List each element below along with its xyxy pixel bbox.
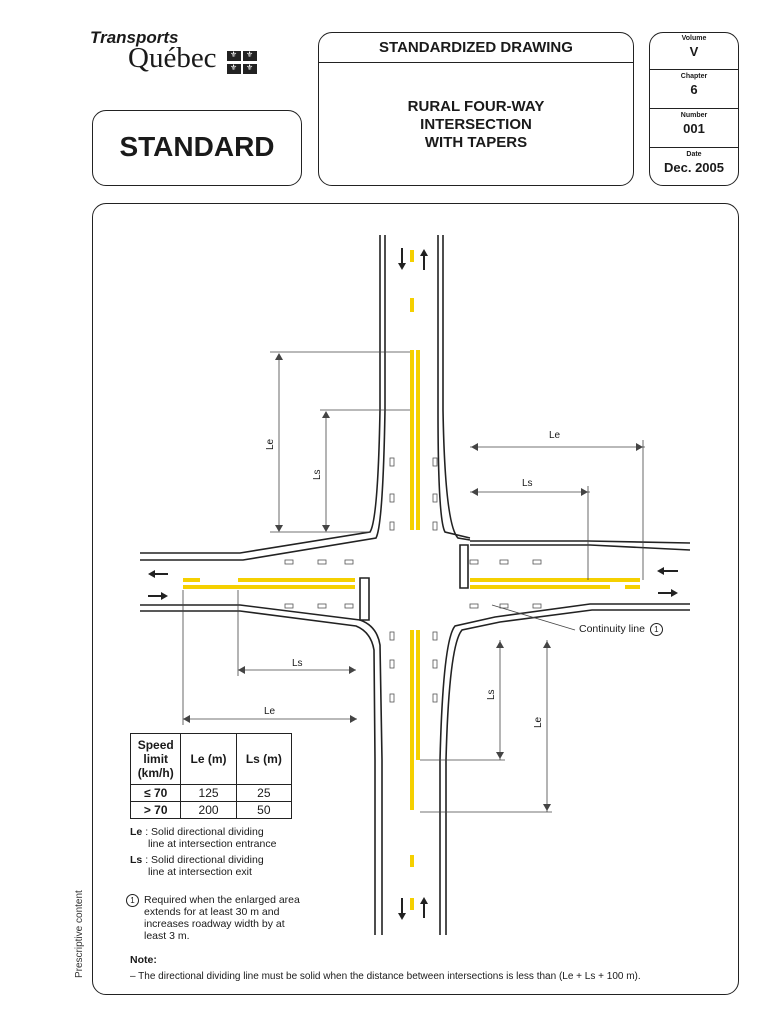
legend-ls: Ls : Solid directional dividing line at intersection exit	[130, 854, 264, 878]
legend-note1: 1 Required when the enlarged area extends for at least 30 m and increases roadway width by at least 3 m.	[126, 894, 300, 942]
callout-1-icon: 1	[650, 623, 663, 636]
dim-le-north: Le	[265, 438, 276, 450]
category-label: STANDARD	[119, 131, 275, 162]
table-row: ≤ 70 125 25	[131, 785, 292, 802]
number-label: Number	[680, 112, 708, 119]
side-label: Prescriptive content	[74, 890, 85, 978]
number-value: 001	[683, 121, 705, 136]
date-label: Date	[686, 151, 702, 158]
dim-ls-east: Ls	[522, 478, 533, 489]
dim-le-east: Le	[549, 430, 561, 441]
logo-line1: Transports	[90, 28, 179, 47]
logo-line2: Québec	[128, 42, 217, 74]
note-text: – The directional dividing line must be solid when the distance between intersections is less than (Le + Ls + 100 m).	[130, 971, 641, 982]
dim-le-west: Le	[264, 706, 276, 717]
th-speed: Speed limit (km/h)	[131, 734, 181, 785]
th-ls: Ls (m)	[236, 734, 291, 785]
drawing-type: STANDARDIZED DRAWING	[379, 39, 573, 56]
dim-ls-west: Ls	[292, 658, 303, 669]
th-le: Le (m)	[181, 734, 236, 785]
continuity-line-label: Continuity line 1	[579, 623, 663, 636]
dim-le-south: Le	[533, 716, 544, 728]
drawing-title: RURAL FOUR-WAY INTERSECTION WITH TAPERS	[407, 98, 545, 151]
speed-table	[130, 733, 292, 819]
chapter-value: 6	[690, 82, 698, 97]
volume-label: Volume	[681, 35, 707, 42]
dim-ls-north: Ls	[312, 469, 323, 480]
dim-ls-south: Ls	[486, 689, 497, 700]
note-title: Note:	[130, 954, 157, 966]
date-value: Dec. 2005	[664, 160, 724, 175]
table-row: > 70 200 50	[131, 802, 292, 819]
legend-le: Le : Solid directional dividing line at intersection entrance	[130, 826, 277, 850]
chapter-label: Chapter	[680, 73, 708, 80]
callout-1-icon: 1	[126, 894, 139, 907]
road-edge-nw	[140, 235, 380, 553]
volume-value: V	[689, 44, 699, 59]
